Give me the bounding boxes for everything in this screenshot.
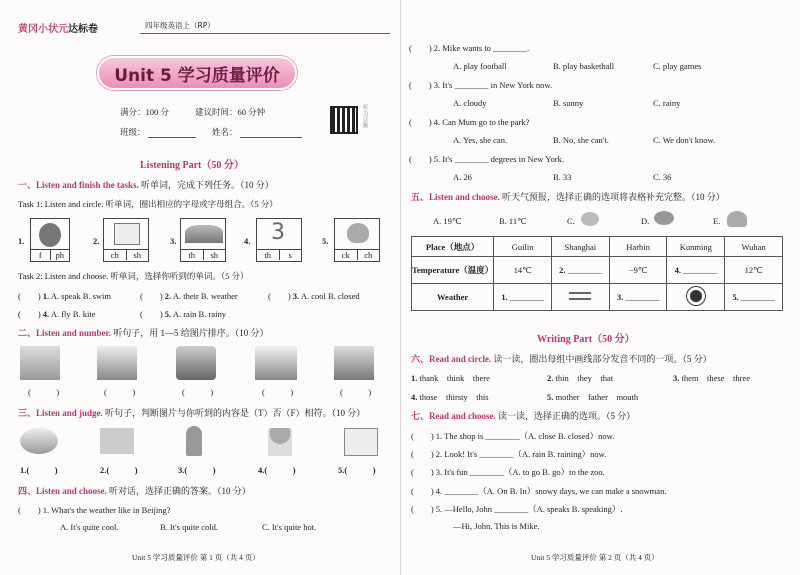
word-option[interactable]: this xyxy=(476,392,489,402)
weather-label: Weather xyxy=(412,284,494,311)
answer-paren[interactable]: ( ) xyxy=(182,387,214,397)
s5-option-a: A. 19℃ xyxy=(433,216,462,226)
weather-cell xyxy=(551,284,609,311)
weather-blank-cell[interactable]: 3. ________ xyxy=(609,284,667,311)
q1-option-c[interactable]: C. It's quite hot. xyxy=(262,522,317,532)
s6-item-3: 3. them these three xyxy=(673,373,750,383)
answer-paren[interactable]: ( ) xyxy=(340,387,372,397)
cloudy-icon xyxy=(581,212,599,226)
q4-option-c[interactable]: C. We don't know. xyxy=(653,135,716,145)
q3-option-c[interactable]: C. rainy xyxy=(653,98,681,108)
judge-item-4[interactable]: 4.( ) xyxy=(258,465,296,475)
temp-cell: 12℃ xyxy=(725,257,783,284)
qr-label: 听力音频 xyxy=(361,104,367,128)
task2-item-1: ( ) 1. A. speak B. swim xyxy=(18,291,112,301)
basketball-picture-icon xyxy=(344,428,378,456)
girl-picture-icon xyxy=(186,426,202,456)
task2-item-2: ( ) 2. A. their B. weather xyxy=(140,291,238,301)
rainy-icon xyxy=(727,211,747,227)
temp-blank-cell[interactable]: 4. ________ xyxy=(667,257,725,284)
word-option[interactable]: mouth xyxy=(616,392,639,402)
task1-option-a[interactable]: th xyxy=(257,250,280,260)
q5-option-b[interactable]: B. 33 xyxy=(553,172,572,182)
word-option[interactable]: that xyxy=(600,373,614,383)
q1-option-a[interactable]: A. It's quite cool. xyxy=(60,522,119,532)
question-2: ( ) 2. Mike wants to ________. xyxy=(409,43,530,53)
section-7-heading: 七、Read and choose. 读一读，选择正确的选项。（5 分） xyxy=(411,411,636,421)
umbrella-picture-icon xyxy=(268,428,292,456)
merlion-picture-icon xyxy=(97,346,137,380)
weather-blank-cell[interactable]: 1. ________ xyxy=(494,284,552,311)
qr-code-icon[interactable] xyxy=(330,106,358,134)
s5-option-b: B. 11℃ xyxy=(499,216,527,226)
weather-cell xyxy=(667,284,725,311)
temp-cell: −9℃ xyxy=(609,257,667,284)
word-option[interactable]: they xyxy=(577,373,592,383)
page-footer: Unit 5 学习质量评价 第 1 页（共 4 页） xyxy=(132,553,260,562)
great-wall-picture-icon xyxy=(185,225,223,243)
s6-item-4: 4. those thirsty this xyxy=(411,392,489,402)
q2-option-c[interactable]: C. play games xyxy=(653,61,702,71)
answer-paren[interactable]: ( ) xyxy=(262,387,294,397)
q2-option-b[interactable]: B. play basketball xyxy=(553,61,615,71)
temp-cell: 14℃ xyxy=(494,257,552,284)
s5-option-d: D. xyxy=(641,216,650,226)
q4-option-a[interactable]: A. Yes, she can. xyxy=(453,135,508,145)
task1-card-3 xyxy=(180,218,226,262)
s7-item-2[interactable]: ( ) 2. Look! It's ________（A. rain B. raining）now. xyxy=(411,449,607,459)
table-header-cell: Wuhan xyxy=(725,237,783,257)
s5-option-c: C. xyxy=(567,216,575,226)
number-three-picture-icon: 3 xyxy=(271,220,285,245)
word-option[interactable]: those xyxy=(419,392,438,402)
landmark-picture-icon xyxy=(20,346,60,380)
task1-num-1: 1. xyxy=(18,236,25,246)
q5-option-a[interactable]: A. 26 xyxy=(453,172,472,182)
word-option[interactable]: thirsty xyxy=(445,392,468,402)
question-1: ( ) 1. What's the weather like in Beijing? xyxy=(18,505,171,515)
s6-item-1: 1. thank think there xyxy=(411,373,490,383)
task1-num-5: 5. xyxy=(322,236,329,246)
section-4-heading: 四、Listen and choose. 听对话，选择正确的答案。（10 分） xyxy=(18,486,251,496)
word-option[interactable]: father xyxy=(588,392,608,402)
q4-option-b[interactable]: B. No, she can't. xyxy=(553,135,609,145)
page-title: Unit 5 学习质量评价 xyxy=(114,65,280,86)
task1-num-3: 3. xyxy=(170,236,177,246)
grade-label: 四年级英语上（RP） xyxy=(145,21,215,30)
listening-title: Listening Part（50 分） xyxy=(140,160,244,171)
task1-option-a[interactable]: ch xyxy=(104,250,127,260)
section-5-heading: 五、Listen and choose. 听天气预报，选择正确的选项将表格补充完整。（10 分） xyxy=(411,192,725,202)
task1-option-b[interactable]: ph xyxy=(55,250,64,260)
table-header-cell: Guilin xyxy=(494,237,552,257)
section-3-heading: 三、Listen and judge. 听句子，判断图片与你听到的内容是（T）否（F）相符。（10 分） xyxy=(18,408,366,418)
task1-option-b[interactable]: sh xyxy=(210,250,219,260)
great-wall-picture-icon xyxy=(176,346,216,380)
q3-option-b[interactable]: B. sunny xyxy=(553,98,584,108)
question-5: ( ) 5. It's ________ degrees in New York. xyxy=(409,154,564,164)
table-header-cell: Kunming xyxy=(667,237,725,257)
temp-blank-cell[interactable]: 2. ________ xyxy=(551,257,609,284)
time-label: 建议时间：60 分钟 xyxy=(195,107,266,117)
duck-picture-icon xyxy=(347,223,369,243)
task1-option-a[interactable]: f xyxy=(31,250,51,260)
question-3: ( ) 3. It's ________ in New York now. xyxy=(409,80,553,90)
s7-item-1[interactable]: ( ) 1. The shop is ________（A. close B. closed）now. xyxy=(411,431,615,441)
section-6-heading: 六、Read and circle. 读一读，圈出每组中画线部分发音不同的一项。（5 分） xyxy=(411,354,712,364)
s7-item-4[interactable]: ( ) 4. ________（A. On B. In）snowy days, we can make a snowman. xyxy=(411,486,667,496)
title-banner xyxy=(97,56,297,90)
page-footer: Unit 5 学习质量评价 第 2 页（共 4 页） xyxy=(531,553,659,562)
judge-item-2[interactable]: 2.( ) xyxy=(100,465,138,475)
task2-item-5: ( ) 5. A. rain B. rainy xyxy=(140,309,226,319)
name-label: 姓名： xyxy=(212,127,238,137)
word-option[interactable]: there xyxy=(472,373,490,383)
writing-title: Writing Part（50 分） xyxy=(537,334,635,345)
word-option[interactable]: thank xyxy=(419,373,439,383)
task1-num-4: 4. xyxy=(244,236,251,246)
windy-icon xyxy=(569,292,591,300)
task1-option-a[interactable]: ck xyxy=(335,250,358,260)
temperature-label: Temperature（温度） xyxy=(412,257,494,284)
phone-picture-icon xyxy=(39,223,61,247)
task2-instructions: Task 2: Listen and choose. 听单词，选择你听到的单词。（5 分） xyxy=(18,271,249,281)
opera-house-picture-icon xyxy=(255,346,297,380)
table-header-cell: Harbin xyxy=(609,237,667,257)
big-ben-picture-icon xyxy=(334,346,374,380)
q2-option-a[interactable]: A. play football xyxy=(453,61,507,71)
task1-instructions: Task 1: Listen and circle. 听单词，圈出相应的字母或字母组合。（5 分） xyxy=(18,199,278,209)
right-page xyxy=(400,0,800,575)
section-1-heading: 一、Listen and finish the tasks. 听单词，完成下列任务。（10 分） xyxy=(18,180,274,190)
word-option[interactable]: them xyxy=(681,373,699,383)
task1-option-b[interactable]: s xyxy=(288,250,292,260)
q5-option-c[interactable]: C. 36 xyxy=(653,172,672,182)
header-rule xyxy=(140,33,390,34)
s7-item-5-reply: —Hi, John. This is Mike. xyxy=(453,521,540,531)
task1-option-b[interactable]: sh xyxy=(133,250,142,260)
class-field[interactable] xyxy=(148,137,196,138)
word-option[interactable]: think xyxy=(446,373,465,383)
task2-item-4: ( ) 4. A. fly B. kite xyxy=(18,309,96,319)
weather-blank-cell[interactable]: 5. ________ xyxy=(725,284,783,311)
s7-item-3[interactable]: ( ) 3. It's fun ________（A. to go B. go）to the zoo. xyxy=(411,467,605,477)
class-label: 班级： xyxy=(120,127,146,137)
sun-cloud-icon xyxy=(654,211,674,225)
task1-card-4 xyxy=(256,218,302,262)
answer-paren[interactable]: ( ) xyxy=(28,387,60,397)
s6-item-5: 5. mother father mouth xyxy=(547,392,639,402)
s6-item-2: 2. thin they that xyxy=(547,373,614,383)
score-label: 满分：100 分 xyxy=(120,107,169,117)
weather-table xyxy=(411,236,783,311)
sunny-icon xyxy=(690,290,702,302)
task1-card-1 xyxy=(30,218,70,262)
brand-subtitle: 达标卷 xyxy=(68,24,98,35)
task1-card-2 xyxy=(103,218,149,262)
task1-card-5 xyxy=(334,218,380,262)
s7-item-5[interactable]: ( ) 5. —Hello, John ________（A. speaks B. speaking）. xyxy=(411,504,623,514)
task1-option-a[interactable]: th xyxy=(181,250,204,260)
judge-item-5[interactable]: 5.( ) xyxy=(338,465,376,475)
question-4: ( ) 4. Can Mum go to the park? xyxy=(409,117,530,127)
judge-item-1[interactable]: 1.( ) xyxy=(20,465,58,475)
name-field[interactable] xyxy=(240,137,302,138)
q3-option-a[interactable]: A. cloudy xyxy=(453,98,487,108)
table-header-cell: Shanghai xyxy=(551,237,609,257)
judge-item-3[interactable]: 3.( ) xyxy=(178,465,216,475)
brand-logo: 黄冈小状元 xyxy=(18,24,68,35)
swimming-picture-icon xyxy=(20,428,58,454)
q1-option-b[interactable]: B. It's quite cold. xyxy=(160,522,218,532)
table-header-cell: Place（地点） xyxy=(412,237,494,257)
kitchen-picture-icon xyxy=(100,428,134,454)
word-option[interactable]: these xyxy=(707,373,725,383)
word-option[interactable]: three xyxy=(733,373,750,383)
task1-num-2: 2. xyxy=(93,236,100,246)
section-2-heading: 二、Listen and number. 听句子，用 1—5 给图片排序。（10 分） xyxy=(18,328,269,338)
s5-option-e: E. xyxy=(713,216,721,226)
task2-item-3: ( ) 3. A. cool B. closed xyxy=(268,291,360,301)
word-option[interactable]: mother xyxy=(555,392,580,402)
teacher-board-picture-icon xyxy=(114,223,140,245)
word-option[interactable]: thin xyxy=(555,373,569,383)
answer-paren[interactable]: ( ) xyxy=(104,387,136,397)
task1-option-b[interactable]: ch xyxy=(364,250,373,260)
